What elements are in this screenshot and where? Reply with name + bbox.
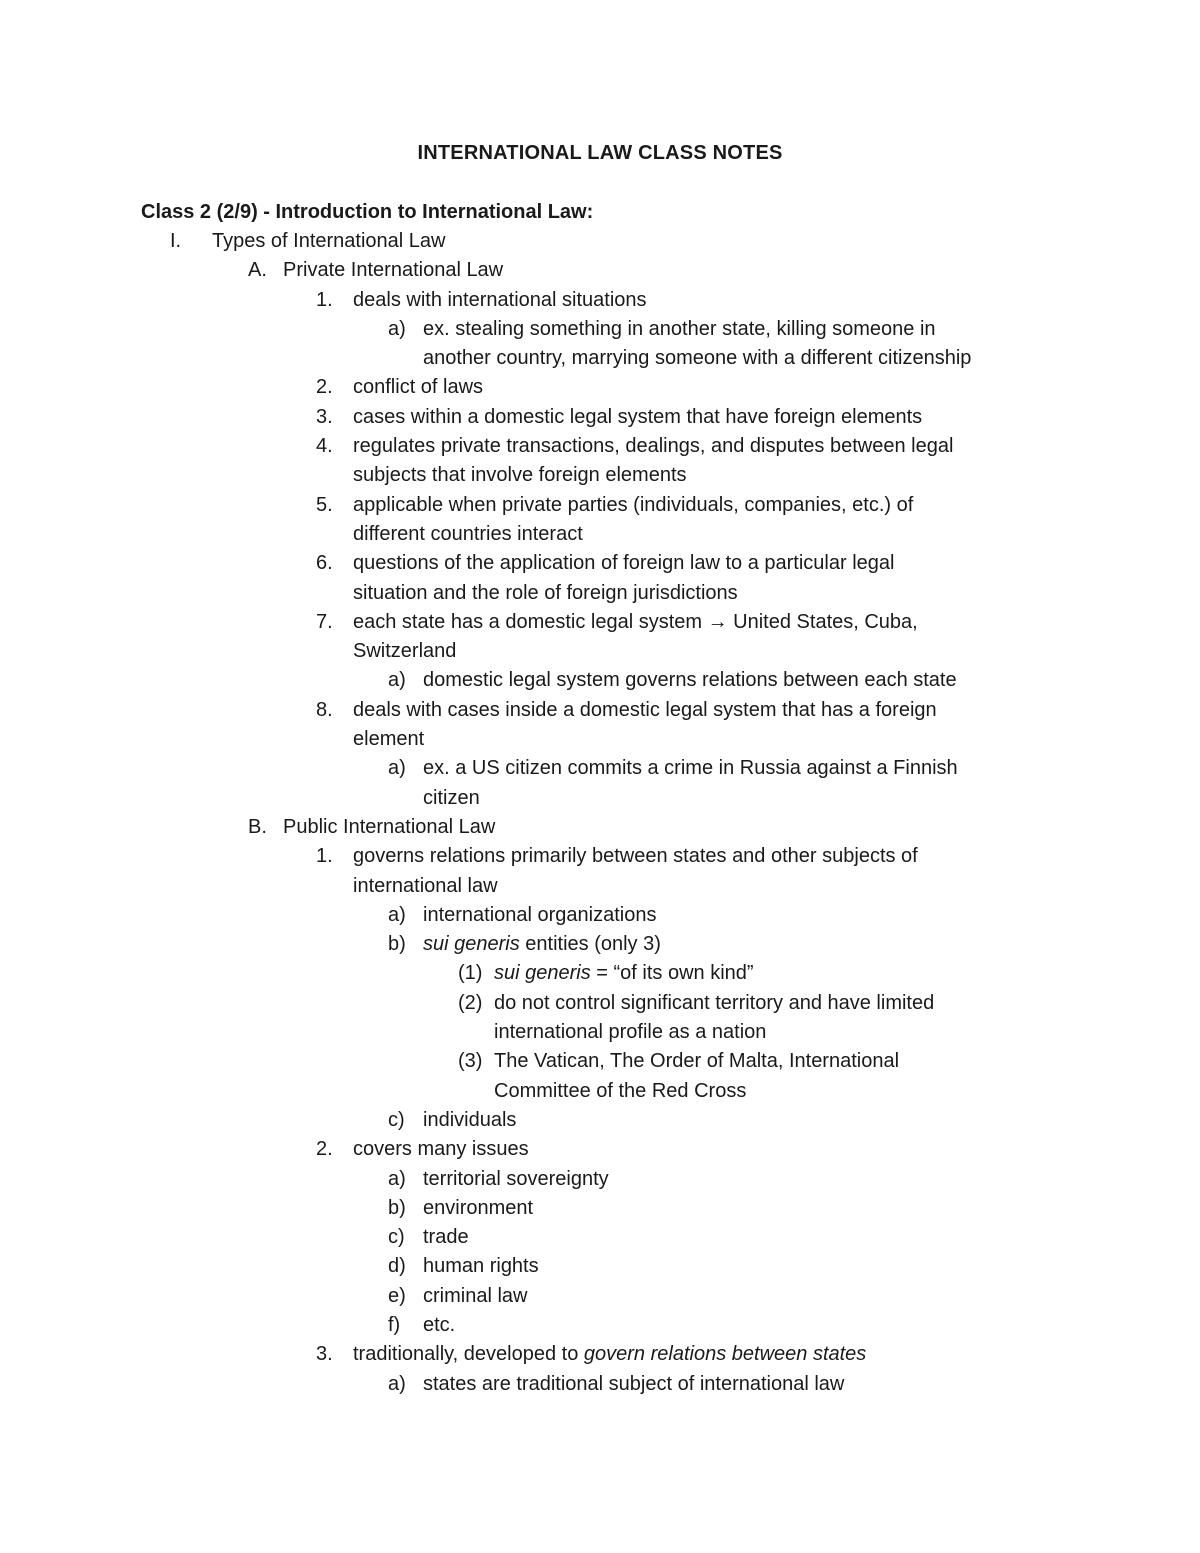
outline-text-body: regulates private transactions, dealings, and disputes between legal	[353, 435, 954, 458]
outline-line	[0, 930, 1200, 959]
outline-text	[353, 696, 937, 725]
outline-text-body: deals with cases inside a domestic legal system that has a foreign	[353, 698, 937, 721]
outline-text	[353, 286, 647, 315]
page-title: INTERNATIONAL LAW CLASS NOTES	[417, 142, 783, 164]
outline-text	[353, 491, 913, 520]
outline-line	[0, 461, 1200, 490]
outline-line	[0, 1340, 1200, 1369]
outline-line	[0, 432, 1200, 461]
outline-line	[0, 872, 1200, 901]
outline-text	[353, 549, 894, 578]
outline-line	[0, 403, 1200, 432]
outline-text	[423, 1282, 527, 1311]
outline-marker: c)	[388, 1108, 405, 1131]
outline-text	[494, 1018, 766, 1047]
italic-term: sui generis	[423, 933, 520, 956]
outline-line	[0, 666, 1200, 695]
outline-line	[0, 344, 1200, 373]
outline-marker: 2.	[316, 1138, 333, 1161]
outline-marker: a)	[388, 317, 406, 340]
outline-line	[0, 491, 1200, 520]
outline-line	[0, 989, 1200, 1018]
outline-text-body: states are traditional subject of international law	[423, 1372, 845, 1395]
outline-text-body: individuals	[423, 1108, 517, 1131]
outline-line	[0, 637, 1200, 666]
outline-text-body: different countries interact	[353, 522, 583, 545]
outline-line	[0, 549, 1200, 578]
outline-marker: 3.	[316, 405, 333, 428]
outline-text	[353, 461, 687, 490]
outline-marker: 4.	[316, 435, 333, 458]
outline-text	[353, 608, 918, 637]
outline-text-body: each state has a domestic legal system → United States, Cuba,	[353, 610, 918, 633]
outline-line	[0, 579, 1200, 608]
outline-text-body: = “of its own kind”	[596, 962, 754, 985]
outline-text	[212, 227, 445, 256]
outline-text	[494, 959, 754, 988]
outline-line	[0, 1252, 1200, 1281]
outline-text	[353, 1340, 866, 1369]
outline-text-body: The Vatican, The Order of Malta, International	[494, 1050, 900, 1073]
class-heading: Class 2 (2/9) - Introduction to International Law:	[141, 201, 594, 223]
outline-line	[0, 315, 1200, 344]
outline-text	[423, 344, 971, 373]
outline-line	[0, 1047, 1200, 1076]
outline-marker: (3)	[458, 1050, 483, 1073]
outline-text	[283, 256, 503, 285]
outline-marker: c)	[388, 1226, 405, 1249]
outline-marker: 1.	[316, 845, 333, 868]
outline-text	[353, 842, 918, 871]
outline-marker: a)	[388, 757, 406, 780]
outline-text-body: element	[353, 728, 425, 751]
outline-line	[0, 227, 1200, 256]
outline-text-body: trade	[423, 1226, 469, 1249]
outline-marker: d)	[388, 1255, 406, 1278]
outline-marker: f)	[388, 1313, 401, 1336]
outline-text-body: traditionally, developed to	[353, 1343, 579, 1366]
outline-marker: B.	[248, 815, 267, 838]
outline-marker: I.	[170, 230, 182, 252]
outline-text-body: applicable when private parties (individuals, companies, etc.) of	[353, 493, 914, 516]
outline-marker: b)	[388, 933, 406, 956]
outline-text	[423, 1223, 469, 1252]
outline-line	[0, 784, 1200, 813]
outline-marker: (1)	[458, 962, 483, 985]
outline-text	[423, 1106, 516, 1135]
outline-line	[0, 608, 1200, 637]
outline-text-body: deals with international situations	[353, 288, 647, 311]
outline-text-body: international profile as a nation	[494, 1021, 767, 1044]
outline-text-body: criminal law	[423, 1284, 528, 1307]
outline-text-body: domestic legal system governs relations between each state	[423, 669, 957, 692]
outline-line	[0, 696, 1200, 725]
outline-text-body: international organizations	[423, 903, 657, 926]
outline-marker: a)	[388, 1372, 406, 1395]
outline-marker: a)	[388, 669, 406, 692]
outline-text	[494, 1077, 746, 1106]
outline-text-body: conflict of laws	[353, 376, 484, 399]
outline-text	[423, 315, 936, 344]
outline-marker: 6.	[316, 552, 333, 575]
outline-text	[423, 666, 957, 695]
outline-text-body: Public International Law	[283, 815, 496, 838]
outline-text	[353, 432, 953, 461]
outline-marker: a)	[388, 1167, 406, 1190]
outline-text-body: environment	[423, 1196, 534, 1219]
outline-marker: (2)	[458, 991, 483, 1014]
outline-line	[0, 1165, 1200, 1194]
outline-line	[0, 1370, 1200, 1399]
outline-text	[283, 813, 495, 842]
italic-term: sui generis	[494, 962, 591, 985]
outline-text-body: human rights	[423, 1255, 539, 1278]
outline-text-body: covers many issues	[353, 1138, 529, 1161]
outline-text-body: Switzerland	[353, 640, 457, 663]
outline-marker: 1.	[316, 288, 333, 311]
outline-line	[0, 1106, 1200, 1135]
outline-text	[423, 1194, 533, 1223]
outline-line	[0, 901, 1200, 930]
outline-line	[0, 1194, 1200, 1223]
outline-line	[0, 1223, 1200, 1252]
outline-text	[423, 1370, 844, 1399]
outline-line	[0, 1135, 1200, 1164]
outline-text	[494, 1047, 899, 1076]
outline-text-body: Private International Law	[283, 259, 504, 282]
outline-text-body: entities (only 3)	[525, 933, 661, 956]
outline-marker: e)	[388, 1284, 406, 1307]
outline-line	[0, 286, 1200, 315]
outline-marker: 3.	[316, 1343, 333, 1366]
outline-text	[423, 901, 657, 930]
outline-line	[0, 373, 1200, 402]
outline-text-body: ex. stealing something in another state, killing someone in	[423, 317, 936, 340]
outline-text	[353, 520, 583, 549]
notes-outline	[0, 227, 1200, 1399]
outline-text-body: international law	[353, 874, 498, 897]
outline-marker: a)	[388, 903, 406, 926]
outline-text-body: territorial sovereignty	[423, 1167, 609, 1190]
outline-text-body: situation and the role of foreign jurisdictions	[353, 581, 738, 604]
outline-text-body: Types of International Law	[212, 230, 446, 252]
outline-marker: b)	[388, 1196, 406, 1219]
outline-line	[0, 842, 1200, 871]
outline-marker: 7.	[316, 610, 333, 633]
outline-text	[353, 637, 456, 666]
outline-marker: 2.	[316, 376, 333, 399]
outline-text-body: citizen	[423, 786, 480, 809]
outline-line	[0, 1077, 1200, 1106]
outline-text	[353, 725, 424, 754]
outline-marker: A.	[248, 259, 267, 282]
outline-line	[0, 813, 1200, 842]
outline-text-body: questions of the application of foreign law to a particular legal	[353, 552, 895, 575]
outline-text	[423, 1165, 609, 1194]
outline-text-body: etc.	[423, 1313, 456, 1336]
outline-line	[0, 1282, 1200, 1311]
outline-text	[423, 1252, 539, 1281]
outline-marker: 8.	[316, 698, 333, 721]
outline-line	[0, 256, 1200, 285]
outline-line	[0, 1018, 1200, 1047]
outline-text	[353, 872, 498, 901]
outline-text-body: subjects that involve foreign elements	[353, 464, 687, 487]
outline-text-body: do not control significant territory and have limited	[494, 991, 935, 1014]
outline-line	[0, 754, 1200, 783]
outline-line	[0, 1311, 1200, 1340]
italic-phrase: govern relations between states	[583, 1343, 867, 1366]
outline-text	[353, 1135, 529, 1164]
outline-text	[423, 1311, 455, 1340]
outline-text-body: ex. a US citizen commits a crime in Russia against a Finnish	[423, 757, 958, 780]
outline-line	[0, 959, 1200, 988]
outline-marker: 5.	[316, 493, 333, 516]
outline-text	[353, 579, 738, 608]
outline-text	[353, 403, 922, 432]
outline-text-body: another country, marrying someone with a different citizenship	[423, 347, 972, 370]
outline-text-body: governs relations primarily between states and other subjects of	[353, 845, 918, 868]
outline-text	[423, 930, 661, 959]
outline-text	[494, 989, 934, 1018]
outline-line	[0, 725, 1200, 754]
outline-text	[423, 784, 480, 813]
outline-line	[0, 520, 1200, 549]
outline-text	[353, 373, 483, 402]
outline-text	[423, 754, 958, 783]
outline-text-body: cases within a domestic legal system that have foreign elements	[353, 405, 923, 428]
outline-text-body: Committee of the Red Cross	[494, 1079, 747, 1102]
